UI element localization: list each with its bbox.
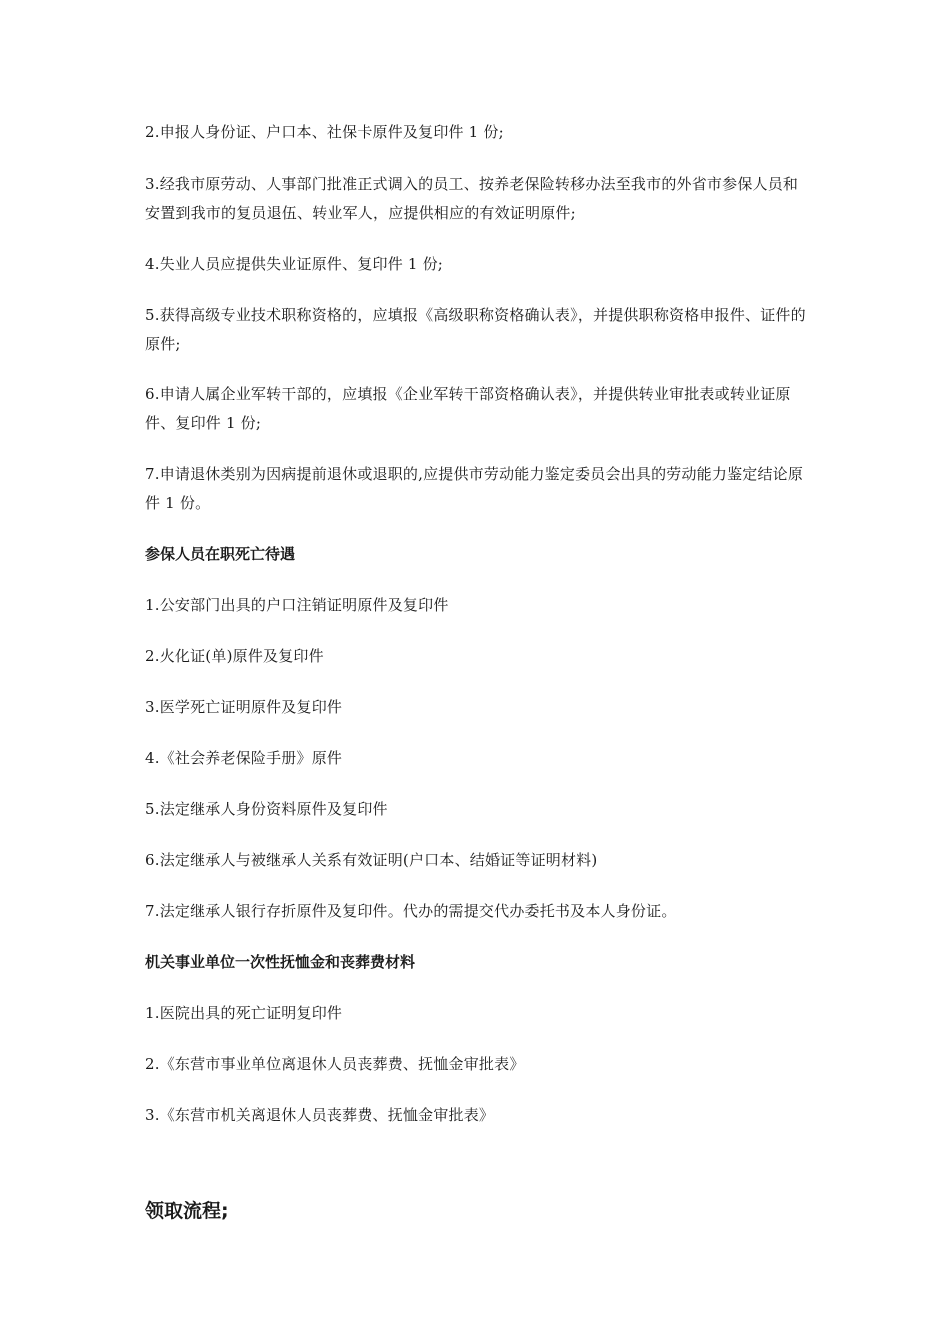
list-item-military-cadre: 6.申请人属企业军转干部的，应填报《企业军转干部资格确认表》，并提供转业审批表或转业证原件、复印件 1 份; (145, 385, 791, 432)
list-item-institution-form: 2.《东营市事业单位离退休人员丧葬费、抚恤金审批表》 (145, 1055, 525, 1073)
list-item-heir-relation: 6.法定继承人与被继承人关系有效证明(户口本、结婚证等证明材料) (145, 851, 598, 869)
section-heading-collection-process: 领取流程; (145, 1200, 229, 1222)
list-item-insurance-booklet: 4.《社会养老保险手册》原件 (145, 749, 343, 767)
list-item-transfer-proof: 3.经我市原劳动、人事部门批准正式调入的员工、按养老保险转移办法至我市的外省市参保人员和安置到我市的复员退伍、转业军人，应提供相应的有效证明原件; (145, 175, 799, 222)
list-item-hukou-cancel: 1.公安部门出具的户口注销证明原件及复印件 (145, 596, 449, 614)
list-item-heir-bankbook: 7.法定继承人银行存折原件及复印件。代办的需提交代办委托书及本人身份证。 (145, 902, 677, 920)
section-heading-pension-funeral: 机关事业单位一次性抚恤金和丧葬费材料 (145, 953, 416, 971)
list-item-death-certificate: 3.医学死亡证明原件及复印件 (145, 698, 343, 716)
list-item-senior-title: 5.获得高级专业技术职称资格的，应填报《高级职称资格确认表》，并提供职称资格申报件、证件的原件; (145, 306, 806, 353)
list-item-hospital-death-proof: 1.医院出具的死亡证明复印件 (145, 1004, 343, 1022)
list-item-unemployment: 4.失业人员应提供失业证原件、复印件 1 份; (145, 255, 444, 273)
list-item-early-retirement: 7.申请退休类别为因病提前退休或退职的,应提供市劳动能力鉴定委员会出具的劳动能力鉴定结论原件 1 份。 (145, 465, 804, 512)
section-heading-death-benefits: 参保人员在职死亡待遇 (145, 545, 296, 563)
list-item-cremation: 2.火化证(单)原件及复印件 (145, 647, 324, 665)
list-item-id-documents: 2.申报人身份证、户口本、社保卡原件及复印件 1 份; (145, 123, 504, 141)
list-item-heir-identity: 5.法定继承人身份资料原件及复印件 (145, 800, 388, 818)
list-item-agency-form: 3.《东营市机关离退休人员丧葬费、抚恤金审批表》 (145, 1106, 495, 1124)
